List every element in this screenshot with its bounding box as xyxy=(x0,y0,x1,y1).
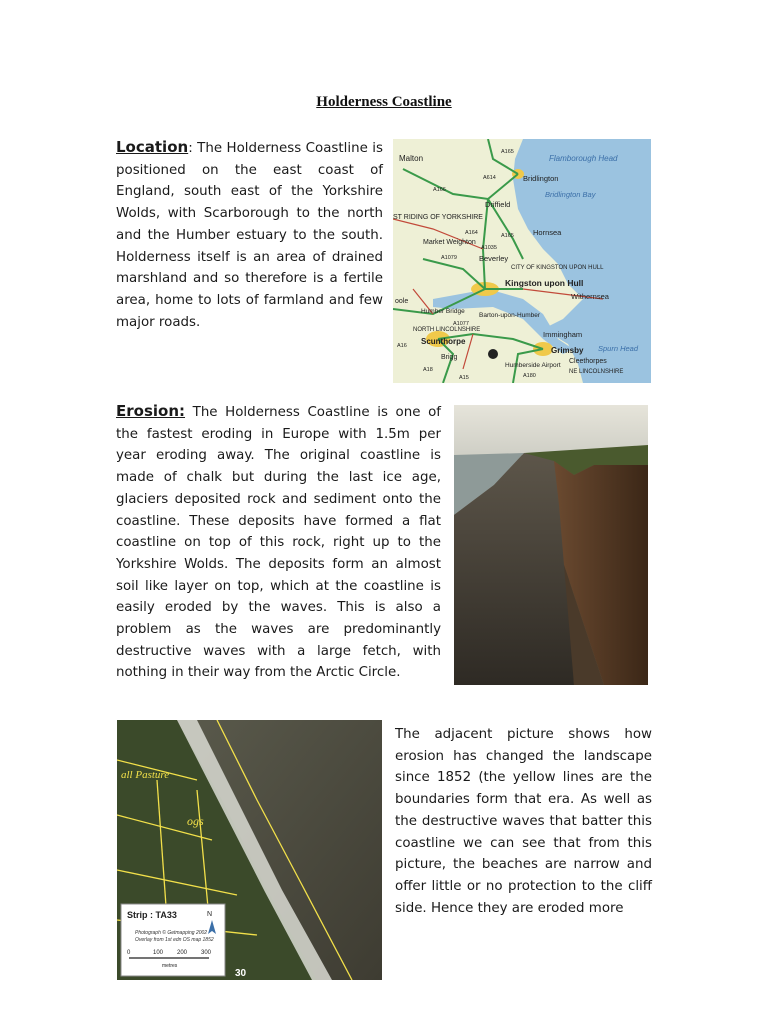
map-label-bridlington: Bridlington xyxy=(523,174,559,183)
north-arrow-label: N xyxy=(207,911,213,918)
map-label-city-hull: CITY OF KINGSTON UPON HULL xyxy=(511,265,604,271)
document-title: Holderness Coastline xyxy=(316,94,452,110)
aerial-field-label-2: ogs xyxy=(187,814,204,828)
map-label-north-lincs: NORTH LINCOLNSHIRE xyxy=(413,327,481,333)
map-road-number: A165 xyxy=(501,233,514,239)
map-label-hornsea: Hornsea xyxy=(533,228,562,237)
adjacent-text: The adjacent picture shows how erosion has changed the landscape since 1852 (the yellow lines are the boundaries form that era. As well as the destructive waves that batter this coastline we can see that from this picture, the beaches are narrow and offer little or no protection to the cliff side. Hence they are eroded more xyxy=(395,727,652,916)
aerial-credit-1: Photograph © Getmapping 2002 xyxy=(135,930,208,936)
map-road-number: A166 xyxy=(433,187,446,193)
holderness-map xyxy=(393,139,651,383)
erosion-text: The Holderness Coastline is one of the fastest eroding in Europe with 1.5m per year eroding away. The original coastline is made of chalk but during the last ice age, glaciers deposited rock and sediment onto the coastline. These deposits have formed a flat coastline on top of this rock, right up to the Yorkshire Wolds. The deposits form an almost soil like layer on top, which at the coastline is easily eroded by the waves. This is also a problem as the waves are predominantly destructive waves with a large fetch, with nothing in their way from the Arctic Circle. xyxy=(116,405,441,681)
scale-tick-label: 0 xyxy=(127,950,131,956)
cliff-photo-drawing xyxy=(454,405,648,685)
map-label-humberside-airport: Humberside Airport xyxy=(505,362,561,369)
airport-icon-glyph: + xyxy=(490,352,495,359)
map-label-malton: Malton xyxy=(399,154,424,163)
map-label-scunthorpe: Scunthorpe xyxy=(421,337,466,346)
location-text: : The Holderness Coastline is positioned on the east coast of England, south east of the Yorkshire Wolds, with Scarborough to the north and the Humber estuary to the south. Holderness itself is an area of drained marshland and so therefore is a fertile area, home to lots of farmland and few major roads. xyxy=(116,141,383,330)
map-road-number: A15 xyxy=(459,375,469,381)
map-label-kingston: Kingston upon Hull xyxy=(505,278,584,288)
scale-tick-label: 300 xyxy=(201,950,212,956)
aerial-field-label: all Pasture xyxy=(121,769,170,781)
map-road-number: A1079 xyxy=(441,255,457,261)
map-label-immingham: Immingham xyxy=(543,330,583,339)
aerial-credit-2: Overlay from 1st edn OS map 1852 xyxy=(135,937,214,943)
map-label-flamborough: Flamborough Head xyxy=(549,154,618,163)
map-label-ne-lincs: NE LINCOLNSHIRE xyxy=(569,369,624,375)
scale-unit-label: metres xyxy=(162,963,178,969)
location-heading: Location xyxy=(116,138,189,156)
map-road-number: A1077 xyxy=(453,321,469,327)
map-label-driffield: Driffield xyxy=(485,200,511,209)
map-road-number: A16 xyxy=(397,343,407,349)
scale-tick-label: 100 xyxy=(153,950,164,956)
scale-tick-label: 200 xyxy=(177,950,188,956)
map-label-cleethorpes: Cleethorpes xyxy=(569,358,607,365)
map-label-market-weighton: Market Weighton xyxy=(423,239,476,246)
map-road-number: A18 xyxy=(423,367,433,373)
map-road-number: A164 xyxy=(465,230,478,236)
aerial-photo-1852-overlay xyxy=(117,720,382,980)
adjacent-picture-paragraph xyxy=(395,724,652,919)
map-label-brigg: Brigg xyxy=(441,354,458,361)
location-paragraph xyxy=(116,137,383,333)
map-label-beverley: Beverley xyxy=(479,254,509,263)
erosion-paragraph xyxy=(116,401,441,684)
map-drawing xyxy=(393,139,651,383)
aerial-strip-label: Strip : TA33 xyxy=(127,910,177,920)
map-label-barton: Barton-upon-Humber xyxy=(479,312,541,319)
map-label-bridlington-bay: Bridlington Bay xyxy=(545,190,596,199)
map-road-number: A165 xyxy=(501,149,514,155)
map-label-goole: oole xyxy=(395,298,409,305)
map-road-number: A1035 xyxy=(481,245,497,251)
map-label-spurn-head: Spurn Head xyxy=(598,344,639,353)
eroded-cliff-photo xyxy=(454,405,648,685)
map-label-withernsea: Withernsea xyxy=(571,292,609,301)
map-road-number: A614 xyxy=(483,175,496,181)
map-label-grimsby: Grimsby xyxy=(551,346,584,355)
map-road-number: A180 xyxy=(523,373,536,379)
aerial-photo-drawing xyxy=(117,720,382,980)
map-label-east-riding: ST RIDING OF YORKSHIRE xyxy=(393,214,483,221)
aerial-corner-number: 30 xyxy=(235,968,247,979)
map-label-humber-bridge: Humber Bridge xyxy=(421,308,465,315)
erosion-heading: Erosion: xyxy=(116,402,186,420)
